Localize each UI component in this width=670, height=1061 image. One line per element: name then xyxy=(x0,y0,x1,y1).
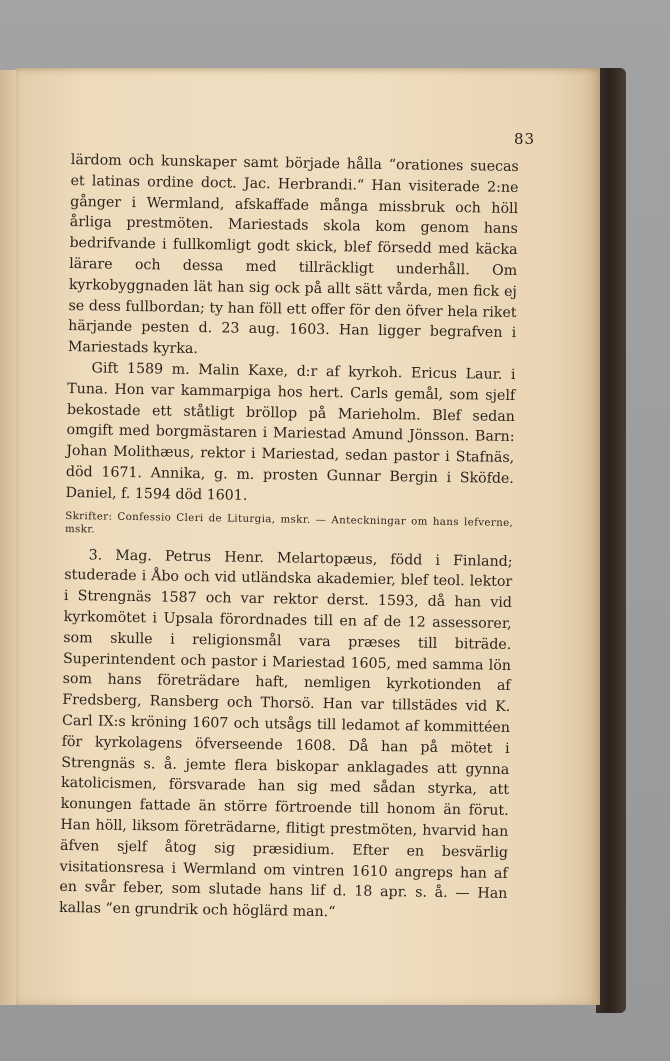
page-number: 83 xyxy=(514,130,536,148)
paragraph-1: lärdom och kunskaper samt började hålla “orationes suecas et latinas ordine doct. Jac. Herbrandi.“ Han visiterade 2:ne gånger i Wermland, afskaffade många missbruk och höll årliga prestmöten. Mariestads skola kom genom hans bedrifvande i fullkomligt godt skick, blef försedd med käcka lärare och dessa med tillräckligt underhåll. Om kyrkobyggnaden lät han sig ock på allt sätt vårda, men fick ej se dess fullbordan; ty han föll ett offer för den öfver hela riket härjande pesten d. 23 aug. 1603. Han ligger begrafven i Mariestads kyrka. xyxy=(67,151,519,358)
paragraph-3: 3. Mag. Petrus Henr. Melartopæus, född i Finland; studerade i Åbo och vid utländska akademier, blef teol. lektor i Strengnäs 1587 och var rektor derst. 1593, då han vid kyrkomötet i Upsala förordnades till en af de 12 assessorer, som skulle i religionsmål vara præses till biträde. Superintendent och pastor i Mariestad 1605, med samma lön som hans företrädare haft, nemligen kyrkotionden af Fredsberg, Ransberg och Thorsö. Han var tillstädes vid K. Carl IX:s kröning 1607 och utsågs till ledamot af kommittéen för kyrkolagens öfverseende 1608. Då han på mötet i Strengnäs s. å. jemte flera biskopar anklagades att gynna katolicismen, försvarade han sig med sådan styrka, att konungen fattade än större förtroende till honom än förut. Han höll, liksom företrädarne, flitigt prestmöten, hvarvid han äfven sjelf åtog sig præsidium. Efter en besvärlig visitationsresa i Wermland om vintren 1610 angreps han af en svår feber, som slutade hans lif d. 18 apr. s. å. — Han kallas “en grundrik och höglärd man.“ xyxy=(58,546,513,921)
footnote-writings: Skrifter: Confessio Cleri de Liturgia, mskr. — Anteckningar om hans lefverne, mskr. xyxy=(64,510,514,535)
book-cover-edge xyxy=(596,68,626,1013)
page-text-block xyxy=(59,150,519,926)
paragraph-2: Gift 1589 m. Malin Kaxe, d:r af kyrkoh. Ericus Laur. i Tuna. Hon var kammarpiga hos hert. Carls gemål, som sjelf bekostade ett ståtligt bröllop på Marieholm. Blef sedan omgift med borgmästaren i Mariestad Amund Jönsson. Barn: Johan Molithæus, rektor i Mariestad, sedan pastor i Stafnäs, död 1671. Annika, g. m. prosten Gunnar Bergin i Sköfde. Daniel, f. 1594 död 1601. xyxy=(65,360,516,504)
